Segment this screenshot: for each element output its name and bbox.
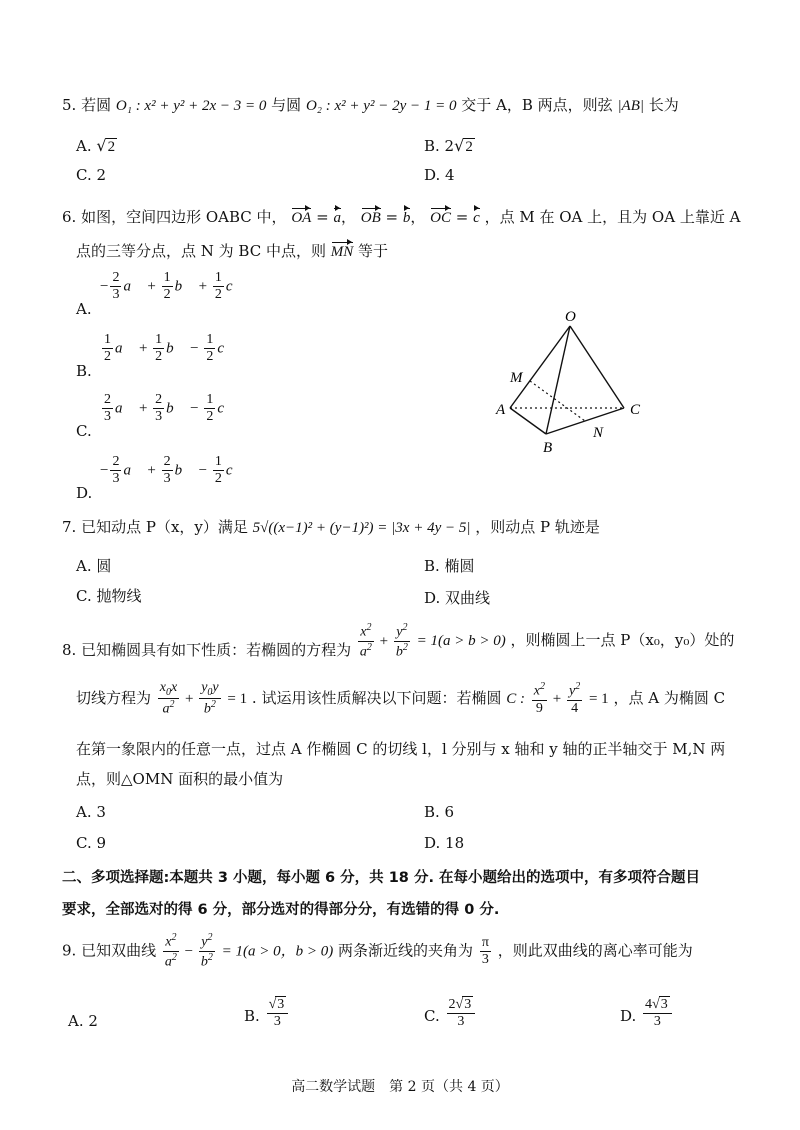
- section-2-heading-line2: 要求，全部选对的得 6 分，部分选对的得部分分，有选错的得 0 分.: [62, 902, 500, 918]
- q9-option-b: B. $\frac{√3}{3}$: [244, 996, 290, 1044]
- page-footer: 高二数学试题 第 2 页（共 4 页）: [291, 1079, 509, 1095]
- q9-option-d: D. $\frac{4√3}{3}$: [620, 996, 674, 1044]
- q9-option-c: C. $\frac{2√3}{3}$: [424, 996, 477, 1044]
- q7-option-d: D. 双曲线: [424, 589, 491, 607]
- vector-ob: OB: [360, 210, 381, 226]
- label-n: N: [593, 425, 604, 441]
- q5-circle2-equation: O₂ : x² + y² − 2y − 1 = 0: [305, 98, 457, 114]
- vector-a: a: [333, 210, 341, 226]
- vector-c: c: [473, 210, 480, 226]
- label-b: B: [543, 440, 553, 456]
- q9-stem: 9. 已知双曲线 $\frac{x^2}{a^2}$ − $\frac{y^2}{b^2}$ = 1(a > 0，b > 0) 两条渐近线的夹角为 $\frac{\pi}{3}$ ，则此双曲线的离心率可能为: [62, 932, 693, 970]
- q7-option-a: A. 圆: [76, 557, 112, 575]
- label-a: A: [496, 402, 506, 418]
- q5-chord: |AB|: [617, 98, 645, 114]
- vector-oa: OA: [291, 210, 312, 226]
- edge-ab: [510, 408, 546, 434]
- q7-option-b: B. 椭圆: [424, 557, 475, 575]
- q8-stem-line1: 8. 已知椭圆具有如下性质：若椭圆的方程为 $\frac{x^2}{a^2}$ + $\frac{y^2}{b^2}$ = 1(a > b > 0) ，则椭圆上一点 P（x₀，y₀）处的: [62, 622, 735, 660]
- q7-stem: 7. 已知动点 P（x，y）满足 5√((x−1)² + (y−1)²) = |3x + 4y − 5| ，则动点 P 轨迹是: [62, 518, 600, 536]
- q5-option-b: B. 2√2: [424, 136, 473, 155]
- q8-stem-line4: 点，则△OMN 面积的最小值为: [76, 770, 284, 788]
- q6-stem-line2: 点的三等分点，点 N 为 BC 中点，则 MN 等于: [76, 242, 389, 260]
- q9-option-a: A. 2: [68, 1012, 98, 1030]
- label-o: O: [565, 309, 576, 325]
- q8-stem-line2: 切线方程为 $\frac{x_0x}{a^2}$ + $\frac{y_0y}{b^2}$ = 1 . 试运用该性质解决以下问题：若椭圆 C : $\frac{x^2}{9}$ + $\frac{y^2}{4}$ = 1 ，点 A 为椭圆 C: [76, 680, 726, 717]
- label-c: C: [630, 402, 641, 418]
- q7-condition: 5√((x−1)² + (y−1)²) = |3x + 4y − 5|: [252, 520, 471, 536]
- q5-stem: 5. 若圆 O₁ : x² + y² + 2x − 3 = 0 与圆 O₂ : x² + y² − 2y − 1 = 0 交于 A，B 两点，则弦 |AB| 长为: [62, 96, 679, 114]
- q6-stem-line1: 6. 如图，空间四边形 OABC 中， OA = a， OB = b， OC = c ，点 M 在 OA 上，且为 OA 上靠近 A: [62, 208, 741, 226]
- label-m: M: [510, 370, 523, 386]
- exam-page: 5. 若圆 O₁ : x² + y² + 2x − 3 = 0 与圆 O₂ : x² + y² − 2y − 1 = 0 交于 A，B 两点，则弦 |AB| 长为 A. √2 B. 2√2 C. 2 D. 4 6. 如图，空间四边形 OABC 中， OA = a， OB = b， OC = c ，点 M 在 OA 上，且为 OA 上靠近 A 点的三等分点，点 N 为 BC 中点，则 MN 等于 A. − $\frac{2}{3}$ a⃗ + $\frac{1}{2}$ b⃗ + $\frac{1}{2}$ c⃗ B. $\frac{1}{2}$ a⃗ + $\frac{1}{2}$ b⃗ − $\frac{1}{2}$ c⃗ C. $\frac{2}{3}$ a⃗ + $\frac{2}{3}$ b⃗ − $\frac{1}{2}$ c⃗ D. − $\frac{2}{3}$ a⃗ + $\frac{2}{3}$ b⃗ − $\frac{1}{2}$ c⃗ O M A C N B 7. 已知动点 P（x，y）满足 5√((x−1)² + (y−1)²) = |3x + 4y − 5| ，则动点 P 轨迹是 A. 圆 B. 椭圆 C. 抛物线 D. 双曲线 8. 已知椭圆具有如下性质：若椭圆的方程为 $\frac{x^2}{a^2}$ + $\frac{y^2}{b^2}$ = 1(a > b > 0) ，则椭圆上一点 P（x₀，y₀）处的 切线方程为 $\frac{x_0x}{a^2}$ + $\frac{y_0y}{b^2}$ = 1 . 试运用该性质解决以下问题：若椭圆 C : $\frac{x^2}{9}$ + $\frac{y^2}{4}$ = 1 ，点 A 为椭圆 C 在第一象限内的任意一点，过点 A 作椭圆 C 的切线 l，l 分别与 x 轴和 y 轴的正半轴交于 M,N 两 点，则△OMN 面积的最小值为 A. 3 B. 6 C. 9 D. 18 二、多项选择题:本题共 3 小题，每小题 6 分，共 18 分. 在每小题给出的选项中，有多项符合题目 要求，全部选对的得 6 分，部分选对的得部分分，有选错的得 0 分. 9. 已知双曲线 $\frac{x^2}{a^2}$ − $\frac{y^2}{b^2}$ = 1(a > 0，b > 0) 两条渐近线的夹角为 $\frac{\pi}{3}$ ，则此双曲线的离心率可能为 A. 2 B. $\frac{√3}{3}$ C. $\frac{2√3}{3}$ D. $\frac{4√3}{3}$ 高二数学试题 第 2 页（共 4 页）: [0, 0, 800, 1130]
- q8-stem-line3: 在第一象限内的任意一点，过点 A 作椭圆 C 的切线 l，l 分别与 x 轴和 y 轴的正半轴交于 M,N 两: [76, 740, 726, 758]
- q8-option-a: A. 3: [76, 803, 106, 821]
- vector-mn: MN: [330, 244, 354, 260]
- q8-option-b: B. 6: [424, 803, 455, 821]
- q5-option-d: D. 4: [424, 166, 455, 184]
- edge-oc: [570, 326, 624, 408]
- q7-option-c: C. 抛物线: [76, 587, 142, 605]
- vector-b: b: [402, 210, 411, 226]
- section-2-heading-line1: 二、多项选择题:本题共 3 小题，每小题 6 分，共 18 分. 在每小题给出的选项中，有多项符合题目: [62, 870, 700, 886]
- vector-oc: OC: [430, 210, 452, 226]
- q5-option-a: A. √2: [76, 136, 116, 155]
- q6-tetrahedron-figure: [490, 300, 660, 460]
- q8-option-d: D. 18: [424, 834, 465, 852]
- segment-mn: [530, 381, 585, 421]
- q5-option-c: C. 2: [76, 166, 107, 184]
- q8-option-c: C. 9: [76, 834, 107, 852]
- q5-circle1-equation: O₁ : x² + y² + 2x − 3 = 0: [115, 98, 267, 114]
